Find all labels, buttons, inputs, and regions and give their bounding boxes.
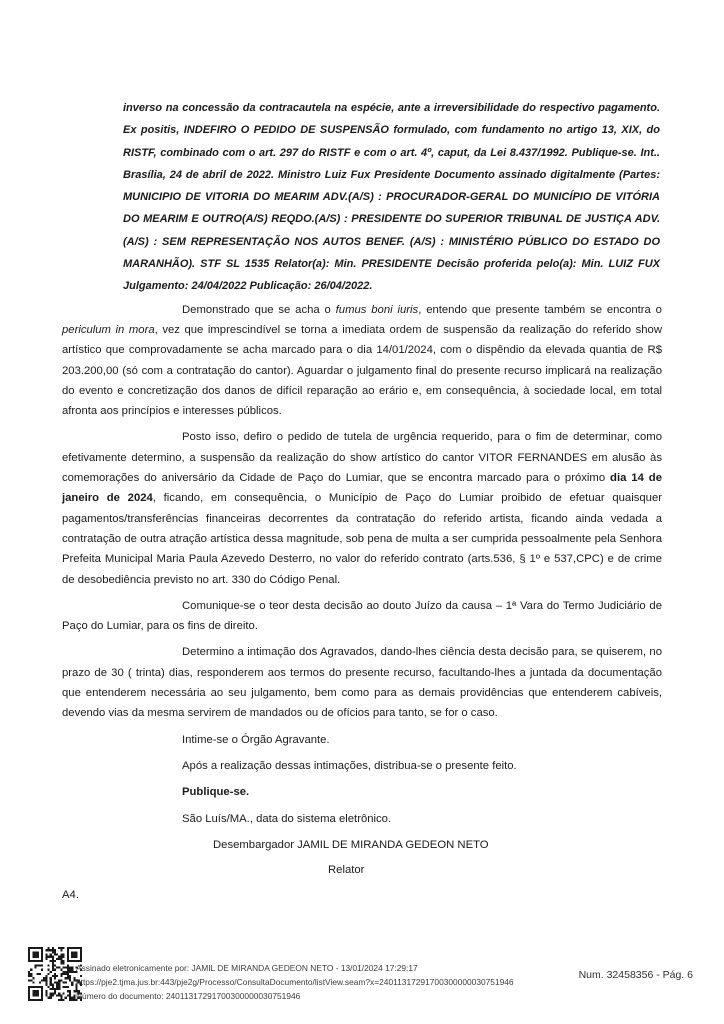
body-paragraph-posto-isso: Posto isso, defiro o pedido de tutela de urgência requerido, para o fim de determinar, como efetivamente determino, a suspensão da realização do show artístico do cantor VITOR FERNANDES em alusão às comemorações do aniversário da Cidade de Paço do Lumiar, que se encontra marcado para o próximo dia 14 de janeiro de 2024, ficando, em consequência, o Município de Paço do Lumiar proibido de efetuar quaisquer pagamentos/transferências financeiras decorrentes da contratação do referido artista, ficando ainda vedada a contratação de outra atração artística dessa magnitude, sob pena de multa a ser cumprida pessoalmente pela Senhora Prefeita Municipal Maria Paula Azevedo Desterro, no valor do referido contrato (arts.536, § 1º e 537,CPC) e de crime de desobediência previsto no art. 330 do Código Penal. [62,431,662,586]
decision-body [62,97,662,906]
signature-name: Desembargador JAMIL DE MIRANDA GEDEON NETO [213,838,489,851]
body-paragraph-publique: Publique-se. [182,786,250,799]
body-paragraph-sao-luis: São Luís/MA., data do sistema eletrônico. [182,812,392,825]
page-number-reference: Num. 32458356 - Pág. 6 [578,969,693,981]
verification-url: https://pje2.tjma.jus.br:443/pje2g/Processo/ConsultaDocumento/listView.seam?x=24011317291700300000030751946 [76,976,514,987]
electronic-signature-footer [76,962,514,1003]
document-number: Número do documento: 24011317291700300000030751946 [76,990,301,1001]
body-paragraph-apos: Após a realização dessas intimações, distribua-se o presente feito. [182,759,517,772]
signature-role: Relator [328,864,365,877]
quoted-decision-text: inverso na concessão da contracautela na espécie, ante a irreversibilidade do respectivo pagamento. Ex positis, INDEFIRO O PEDIDO DE SUSPENSÃO formulado, com fundamento no artigo 13, XIX, do RISTF, combinado com o art. 297 do RISTF e com o art. 4º, caput, da Lei 8.437/1992. Publique-se. Int.. Brasília, 24 de abril de 2022. Ministro Luiz Fux Presidente Documento assinado digitalmente (Partes: MUNICIPIO DE VITORIA DO MEARIM ADV.(A/S) : PROCURADOR-GERAL DO MUNICÍPIO DE VITÓRIA DO MEARIM E OUTRO(A/S) REQDO.(A/S) : PRESIDENTE DO SUPERIOR TRIBUNAL DE JUSTIÇA ADV.(A/S) : SEM REPRESENTAÇÃO NOS AUTOS BENEF. (A/S) : MINISTÉRIO PÚBLICO DO ESTADO DO MARANHÃO). STF SL 1535 Relator(a): Min. PRESIDENTE Decisão proferida pelo(a): Min. LUIZ FUX Julgamento: 24/04/2022 Publicação: 26/04/2022. [123,102,660,293]
body-paragraph-comunique: Comunique-se o teor desta decisão ao douto Juízo da causa – 1ª Vara do Termo Judiciário de Paço do Lumiar, para os fins de direito. [62,599,662,633]
body-paragraph-determino: Determino a intimação dos Agravados, dando-lhes ciência desta decisão para, se quiserem, no prazo de 30 ( trinta) dias, responderem aos termos do presente recurso, facultando-lhes a juntada da documentação que entenderem necessária ao seu julgamento, bem como para as demais providências que entenderem cabíveis, devendo vias da mesma servirem de mandados ou de ofícios para tanto, se for o caso. [62,646,662,720]
paper-size-note: A4. [62,889,79,902]
body-paragraph-demonstrado: Demonstrado que se acha o fumus boni iuris, entendo que presente também se encontra o periculum in mora, vez que imprescindível se torna a imediata ordem de suspensão da realização do referido show artístico que comprovadamente se acha marcado para o dia 14/01/2024, com o dispêndio da elevada quantia de R$ 203.200,00 (só com a contratação do cantor). Aguardar o julgamento final do presente recurso implicará na realização do evento e concretização dos danos de difícil reparação ao erário e, em consequência, à sociedade local, em total afronta aos princípios e interesses públicos. [62,303,662,418]
qr-code-icon [28,947,82,1001]
signed-by-line: Assinado eletronicamente por: JAMIL DE MIRANDA GEDEON NETO - 13/01/2024 17:29:17 [76,963,418,973]
body-paragraph-intime: Intime-se o Órgão Agravante. [182,733,330,746]
